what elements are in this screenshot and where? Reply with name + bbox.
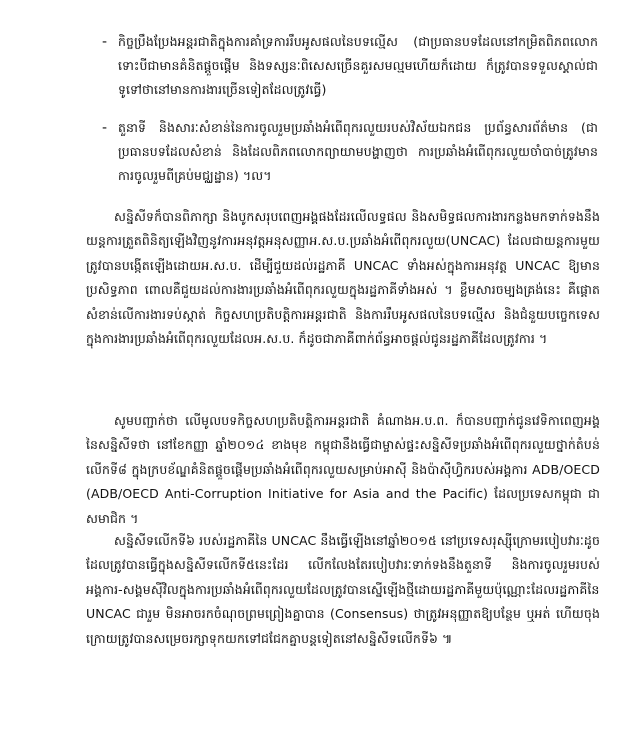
bullet-item-private-sector-role: [102, 116, 598, 188]
bullet-marker: -: [102, 34, 108, 50]
bullet-text: កិច្ចប្រឹងប្រែងអន្តរជាតិក្នុងការគាំទ្រការរឹបអូសផលនៃបទល្មើស (ជាប្រធានបទដែលនៅកម្រិតពិភពលោក ទោះបីជាមានគំនិតផ្តួចផ្តើម និងទស្សនៈពិសេសច្រើនគួរសមល្មមហើយក៏ដោយ ក៏ត្រូវបានទទួលស្គាល់ជាទូទៅថានៅមានការងារច្រើនទៀតដែលត្រូវធ្វើ): [118, 34, 598, 97]
bullet-text: តួនាទី និងសារៈសំខាន់នៃការចូលរួមប្រឆាំងអំពើពុករលួយរបស់វិស័យឯកជន ប្រព័ន្ធសារព័ត៌មាន (ជាប្រធានបទដែលសំខាន់ និងដែលពិភពលោកព្យាយាមបង្ហាញថា ការប្រឆាំងអំពើពុករលួយចាំបាច់ត្រូវមានការចូលរួមពីគ្រប់មជ្ឈដ្ឋាន) ។ល។: [118, 120, 598, 183]
bullet-item-international-efforts: [102, 30, 598, 102]
paragraph-sixth-session: សន្និសីទលើកទី៦ របស់រដ្ឋភាគីនៃ UNCAC នឹងធ្វើឡើងនៅឆ្នាំ២០១៥ នៅប្រទេសរុស្ស៊ីក្រោមរបៀបវារៈដូចដែលត្រូវបានធ្វើក្នុងសន្និសីទលើកទី៥នេះដែរ លើកលែងតែរបៀបវារៈទាក់ទងនឹងតួនាទី និងការចូលរួមរបស់អង្គការ-សង្គមស៊ីវិលក្នុងការប្រឆាំងអំពើពុករលួយដែលត្រូវបានស្នើឡើងថ្មីដោយរដ្ឋភាគីមួយប៉ុណ្ណោះដែលរដ្ឋភាគីនៃ UNCAC ជារួម មិនអាចរកចំណុចព្រមព្រៀងគ្នាបាន (Consensus) ថាត្រូវអនុញ្ញាតឱ្យបន្ថែម ឬអត់ ហើយចុងក្រោយត្រូវបានសម្រេចរក្សាទុកយកទៅជជែកគ្នាបន្តទៀតនៅសន្និសីទលើកទី៦ ៕: [86, 532, 600, 646]
paragraph-review-mechanism: សន្និសីទក៏បានពិភាក្សា និងបូកសរុបពេញអង្គផងដែរលើលទ្ធផល និងសមិទ្ធផលការងារកន្លងមកទាក់ទងនឹងយន្តការត្រួតពិនិត្យឡើងវិញនូវការអនុវត្តអនុសញ្ញាអ.ស.ប.ប្រឆាំងអំពើពុករលួយ(UNCAC) ដែលជាយន្តការមួយត្រូវបានបង្កើតឡើងដោយអ.ស.ប. ដើម្បីជួយដល់រដ្ឋភាគី UNCAC ទាំងអស់ក្នុងការអនុវត្ត UNCAC ឱ្យមានប្រសិទ្ធភាព ពោលគឺជួយដល់ការងារប្រឆាំងអំពើពុករលួយក្នុងរដ្ឋភាគីទាំងអស់ ។ ខ្លឹមសារចម្បងគ្រង់នេះ គឺផ្តោតសំខាន់លើការងារទប់ស្កាត់ កិច្ចសហប្រតិបត្តិការអន្តរជាតិ និងការរឹបអូសផលនៃបទល្មើស និងជំនួយបច្ចេកទេសក្នុងការងារប្រឆាំងអំពើពុករលួយដែលអ.ស.ប. ក៏ដូចជាភាគីពាក់ព័ន្ធអាចផ្តល់ជូនរដ្ឋភាគីដែលត្រូវការ ។: [86, 208, 600, 346]
bullet-marker: -: [102, 120, 108, 136]
paragraph-regional-conference: សូមបញ្ជាក់ថា លើមូលបទកិច្ចសហប្រតិបត្តិការអន្តរជាតិ គំណាងអ.ប.ព. ក៏បានបញ្ជាក់ជូនវេទិកាពេញអង្គនៃសន្និសីទថា នៅខែកញ្ញា ឆ្នាំ២០១៤ ខាងមុខ កម្ពុជានឹងធ្វើជាម្ចាស់ផ្ទះសន្និសីទប្រឆាំងអំពើពុករលួយថ្នាក់តំបន់លើកទី៨ ក្នុងក្របខ័ណ្ឌគំនិតផ្តួចផ្តើមប្រឆាំងអំពើពុករលួយសម្រាប់អាស៊ី និងប៉ាស៊ីហ្វិករបស់អង្គការ ADB/OECD (ADB/OECD Anti-Corruption Initiative for Asia and the Pacific) ដែលប្រទេសកម្ពុជា ជាសមាជិក ។: [86, 412, 600, 526]
